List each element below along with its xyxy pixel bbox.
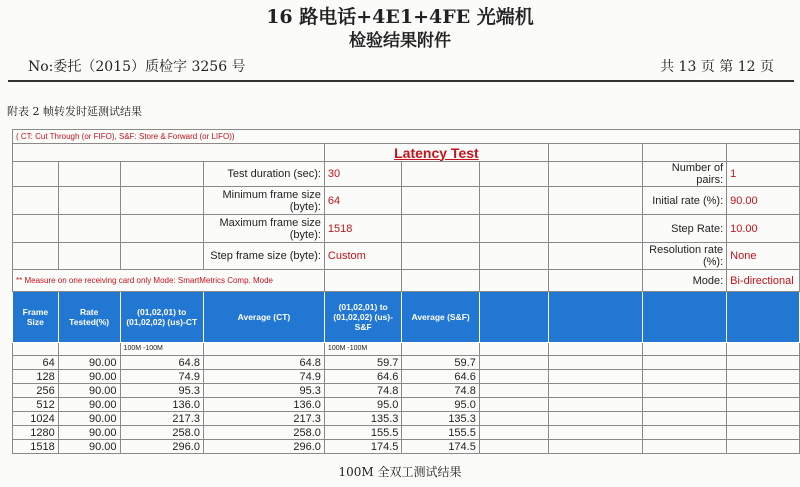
latency-report-table xyxy=(12,129,800,454)
header-rule xyxy=(8,80,794,82)
ct-latency-cell: 217.3 xyxy=(120,412,203,426)
average-sf-cell: 135.3 xyxy=(402,412,479,426)
test-duration-label: Test duration (sec): xyxy=(203,162,324,187)
unit-ct: 100M -100M xyxy=(120,343,203,356)
sf-latency-cell: 64.6 xyxy=(324,370,402,384)
average-ct-cell: 136.0 xyxy=(203,398,324,412)
min-frame-value: 64 xyxy=(324,187,402,215)
resolution-label: Resolution rate (%): xyxy=(642,243,727,270)
average-sf-cell: 155.5 xyxy=(402,426,479,440)
table-row xyxy=(13,412,800,426)
mode-note: ( CT: Cut Through (or FIFO), S&F: Store & Forward (or LIFO)) xyxy=(13,130,800,144)
pairs-value: 1 xyxy=(727,162,800,187)
average-ct-cell: 64.8 xyxy=(203,356,324,370)
average-ct-cell: 95.3 xyxy=(203,384,324,398)
frame-size-cell: 1518 xyxy=(13,440,59,454)
rate-tested-cell: 90.00 xyxy=(58,426,120,440)
sf-latency-cell: 155.5 xyxy=(324,426,402,440)
attachment-caption: 附表 2 帧转发时延测试结果 xyxy=(7,105,142,118)
average-sf-cell: 74.8 xyxy=(402,384,479,398)
rate-tested-cell: 90.00 xyxy=(58,356,120,370)
initial-rate-value: 90.00 xyxy=(727,187,800,215)
frame-size-cell: 256 xyxy=(13,384,59,398)
frame-size-cell: 128 xyxy=(13,370,59,384)
average-sf-cell: 95.0 xyxy=(402,398,479,412)
ct-latency-cell: 64.8 xyxy=(120,356,203,370)
initial-rate-label: Initial rate (%): xyxy=(642,187,727,215)
ct-latency-cell: 95.3 xyxy=(120,384,203,398)
latency-test-title: Latency Test xyxy=(324,144,548,162)
step-frame-value: Custom xyxy=(324,243,402,270)
max-frame-label: Maximum frame size (byte): xyxy=(203,215,324,243)
ct-latency-cell: 296.0 xyxy=(120,440,203,454)
average-sf-cell: 174.5 xyxy=(402,440,479,454)
rate-tested-cell: 90.00 xyxy=(58,440,120,454)
average-ct-cell: 74.9 xyxy=(203,370,324,384)
mode-value: Bi-directional xyxy=(727,270,800,292)
average-sf-cell: 64.6 xyxy=(402,370,479,384)
unit-sf: 100M -100M xyxy=(324,343,402,356)
step-rate-value: 10.00 xyxy=(727,215,800,243)
pairs-label: Number of pairs: xyxy=(642,162,727,187)
mode-label: Mode: xyxy=(642,270,727,292)
doc-subtitle: 检验结果附件 xyxy=(349,31,451,51)
rate-tested-cell: 90.00 xyxy=(58,370,120,384)
footer-caption: 100M 全双工测试结果 xyxy=(338,465,462,479)
header-average-ct: Average (CT) xyxy=(203,292,324,343)
step-frame-label: Step frame size (byte): xyxy=(203,243,324,270)
header-rate-tested: Rate Tested(%) xyxy=(58,292,120,343)
resolution-value: None xyxy=(727,243,800,270)
header-sf-port: (01,02,01) to (01,02,02) (us)-S&F xyxy=(324,292,402,343)
average-sf-cell: 59.7 xyxy=(402,356,479,370)
table-row xyxy=(13,426,800,440)
sf-latency-cell: 59.7 xyxy=(324,356,402,370)
sf-latency-cell: 174.5 xyxy=(324,440,402,454)
doc-title: 16 路电话+4E1+4FE 光端机 xyxy=(266,6,534,28)
doc-number: No:委托（2015）质检字 3256 号 xyxy=(28,59,246,75)
measure-note: ** Measure on one receiving card only Mode: SmartMetrics Comp. Mode xyxy=(13,270,325,292)
frame-size-cell: 512 xyxy=(13,398,59,412)
frame-size-cell: 1024 xyxy=(13,412,59,426)
table-row xyxy=(13,370,800,384)
rate-tested-cell: 90.00 xyxy=(58,398,120,412)
frame-size-cell: 1280 xyxy=(13,426,59,440)
sf-latency-cell: 74.8 xyxy=(324,384,402,398)
ct-latency-cell: 74.9 xyxy=(120,370,203,384)
min-frame-label: Minimum frame size (byte): xyxy=(203,187,324,215)
ct-latency-cell: 258.0 xyxy=(120,426,203,440)
header-ct-port: (01,02,01) to (01,02,02) (us)-CT xyxy=(120,292,203,343)
rate-tested-cell: 90.00 xyxy=(58,412,120,426)
sf-latency-cell: 95.0 xyxy=(324,398,402,412)
ct-latency-cell: 136.0 xyxy=(120,398,203,412)
table-row xyxy=(13,356,800,370)
table-row xyxy=(13,398,800,412)
sf-latency-cell: 135.3 xyxy=(324,412,402,426)
max-frame-value: 1518 xyxy=(324,215,402,243)
table-row xyxy=(13,440,800,454)
frame-size-cell: 64 xyxy=(13,356,59,370)
average-ct-cell: 217.3 xyxy=(203,412,324,426)
rate-tested-cell: 90.00 xyxy=(58,384,120,398)
average-ct-cell: 296.0 xyxy=(203,440,324,454)
header-frame-size: Frame Size xyxy=(13,292,59,343)
table-row xyxy=(13,384,800,398)
average-ct-cell: 258.0 xyxy=(203,426,324,440)
step-rate-label: Step Rate: xyxy=(642,215,727,243)
test-duration-value: 30 xyxy=(324,162,402,187)
pagination: 共 13 页 第 12 页 xyxy=(660,59,774,75)
header-average-sf: Average (S&F) xyxy=(402,292,479,343)
